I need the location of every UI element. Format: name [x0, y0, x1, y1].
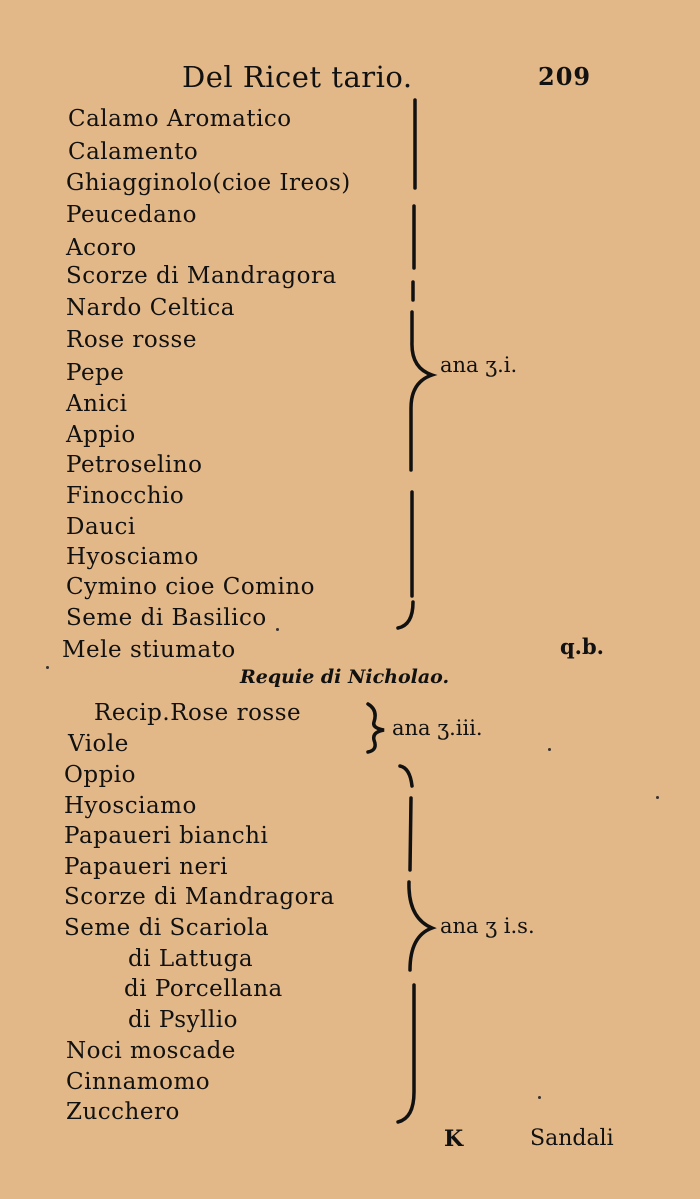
ingredient: Dauci [66, 514, 136, 540]
brace-recipe2-second [398, 766, 432, 1122]
ingredient: Nardo Celtica [66, 295, 235, 321]
ink-speck [538, 1096, 541, 1099]
page-title: Del Ricet tario. [182, 60, 413, 94]
ingredient: Recip.Rose rosse [94, 700, 302, 726]
ingredient: Petroselino [66, 452, 203, 478]
catchword: Sandali [530, 1126, 614, 1151]
ingredient: Acoro [66, 235, 137, 261]
brace-recipe2-first [368, 704, 384, 752]
ingredient: Rose rosse [66, 327, 197, 353]
ingredient: Viole [68, 731, 129, 757]
ingredient: Noci moscade [66, 1038, 236, 1064]
ingredient: Papaueri bianchi [64, 823, 269, 849]
recipe-title: Requie di Nicholao. [240, 666, 450, 688]
ingredient: Mele stiumato [62, 637, 236, 663]
ingredient: Ghiagginolo(cioe Ireos) [66, 170, 351, 196]
brace-recipe1 [398, 100, 432, 628]
ingredient: Seme di Basilico [66, 605, 267, 631]
ingredient: Scorze di Mandragora [64, 884, 335, 910]
ingredient: Finocchio [66, 483, 185, 509]
ingredient: Peucedano [66, 202, 197, 228]
ingredient: Seme di Scariola [64, 915, 270, 941]
ingredient: Cymino cioe Comino [66, 574, 316, 600]
dosage-label: ana ʒ.i. [440, 353, 518, 377]
dosage-label: ana ʒ.iii. [392, 716, 483, 740]
signature-mark: K [444, 1126, 464, 1152]
ingredient: di Porcellana [124, 976, 283, 1002]
ink-speck [46, 666, 49, 669]
ingredient: Calamento [68, 139, 199, 165]
ingredient: Calamo Aromatico [68, 106, 292, 132]
ingredient: Zucchero [66, 1099, 180, 1125]
ingredient: Oppio [64, 762, 137, 788]
dosage-label: q.b. [560, 634, 604, 659]
ingredient: Hyosciamo [64, 793, 197, 819]
ingredient: di Psyllio [128, 1007, 238, 1033]
ingredient: Papaueri neri [64, 854, 228, 880]
ink-speck [656, 796, 659, 799]
ingredient: Hyosciamo [66, 544, 199, 570]
ingredient: Appio [66, 422, 136, 448]
ingredient: Anici [66, 391, 128, 417]
ingredient: Pepe [66, 360, 125, 386]
page-number: 209 [538, 62, 592, 91]
ingredient: Scorze di Mandragora [66, 263, 337, 289]
ingredient: di Lattuga [128, 946, 254, 972]
dosage-label: ana ʒ i.s. [440, 914, 535, 938]
ink-speck [548, 748, 551, 751]
ingredient: Cinnamomo [66, 1069, 211, 1095]
ink-speck [276, 628, 279, 631]
